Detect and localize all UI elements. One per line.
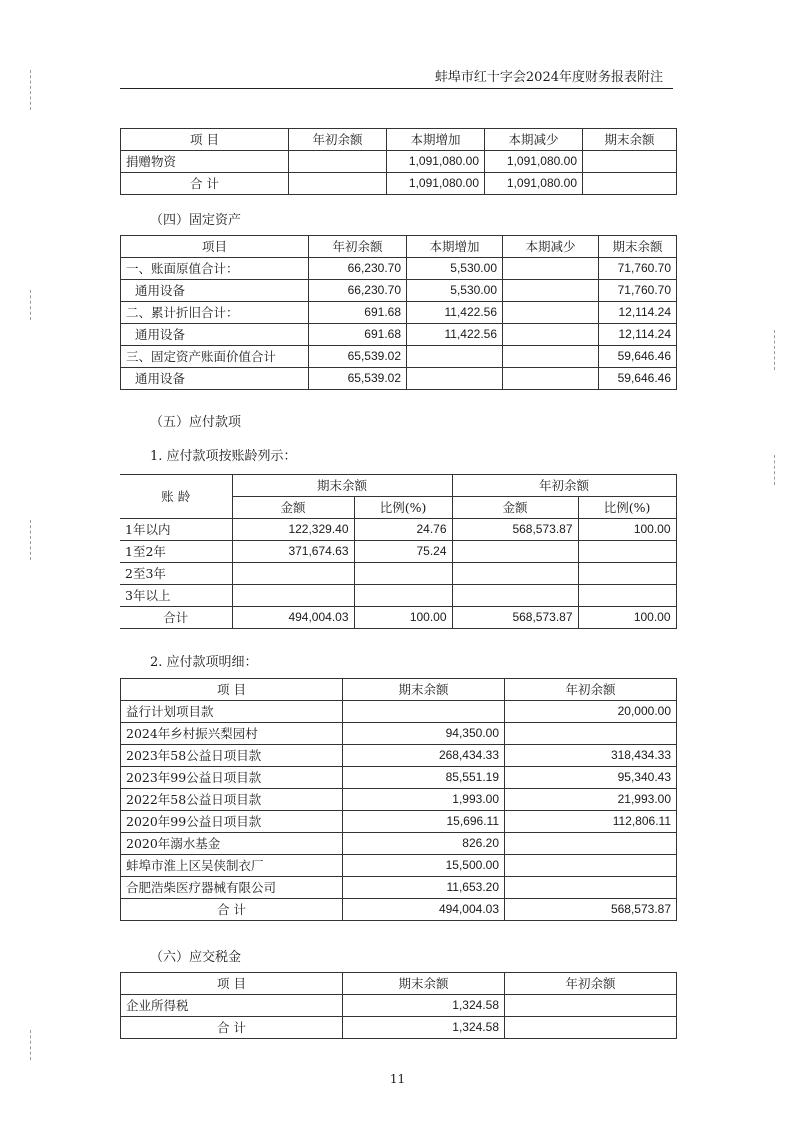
row-label: 2020年溺水基金	[121, 833, 343, 855]
row-label: 3年以上	[120, 585, 232, 607]
scan-mark	[30, 70, 31, 110]
cell	[407, 346, 503, 368]
cell: 21,993.00	[505, 789, 677, 811]
cell: 11,653.20	[343, 877, 505, 899]
cell: 1,993.00	[343, 789, 505, 811]
table-header-row	[121, 129, 677, 151]
cell	[503, 346, 599, 368]
cell	[343, 701, 505, 723]
cell: 95,340.43	[505, 767, 677, 789]
scan-mark	[774, 455, 775, 485]
cell	[583, 151, 677, 173]
subsection-title-detail: 2. 应付款项明细：	[150, 655, 258, 670]
col-header: 比例(%)	[578, 497, 676, 519]
scan-mark	[30, 520, 31, 560]
cell	[503, 280, 599, 302]
scan-mark	[774, 330, 775, 370]
row-label: 通用设备	[121, 280, 309, 302]
cell	[503, 258, 599, 280]
cell: 65,539.02	[309, 346, 407, 368]
cell: 75.24	[354, 541, 452, 563]
cell: 85,551.19	[343, 767, 505, 789]
cell	[505, 877, 677, 899]
table-row	[121, 324, 677, 346]
cell: 268,434.33	[343, 745, 505, 767]
cell: 12,114.24	[599, 324, 677, 346]
table-row	[121, 346, 677, 368]
col-header: 期末余额	[343, 973, 505, 995]
cell: 5,530.00	[407, 258, 503, 280]
col-header: 金额	[232, 497, 354, 519]
subsection-title-aging: 1. 应付款项按账龄列示：	[150, 449, 297, 464]
cell: 65,539.02	[309, 368, 407, 390]
table-row	[121, 1017, 677, 1039]
table-row	[121, 811, 677, 833]
cell	[583, 173, 677, 195]
cell	[354, 563, 452, 585]
row-label: 2024年乡村振兴梨园村	[121, 723, 343, 745]
table-row	[120, 541, 676, 563]
row-label: 2023年58公益日项目款	[121, 745, 343, 767]
row-label: 合 计	[121, 1017, 343, 1039]
table-row	[121, 173, 677, 195]
row-label: 二、累计折旧合计：	[121, 302, 309, 324]
table-row	[121, 151, 677, 173]
cell	[452, 541, 578, 563]
cell	[503, 324, 599, 346]
cell	[452, 563, 578, 585]
col-header: 期末余额	[583, 129, 677, 151]
cell	[354, 585, 452, 607]
cell	[289, 151, 387, 173]
cell	[578, 563, 676, 585]
table-row	[121, 258, 677, 280]
cell	[232, 585, 354, 607]
row-label: 2023年99公益日项目款	[121, 767, 343, 789]
cell	[452, 585, 578, 607]
cell: 71,760.70	[599, 280, 677, 302]
cell	[232, 563, 354, 585]
cell: 371,674.63	[232, 541, 354, 563]
table-row	[121, 855, 677, 877]
table-row	[120, 585, 676, 607]
table-header-row	[121, 679, 677, 701]
cell	[505, 995, 677, 1017]
col-header: 本期增加	[407, 236, 503, 258]
cell: 20,000.00	[505, 701, 677, 723]
donated-materials-table	[120, 128, 677, 195]
cell: 826.20	[343, 833, 505, 855]
row-label: 通用设备	[121, 368, 309, 390]
table-row	[121, 280, 677, 302]
cell	[578, 541, 676, 563]
cell: 15,696.11	[343, 811, 505, 833]
scan-mark	[30, 1030, 31, 1060]
table-row	[120, 607, 676, 629]
cell: 59,646.46	[599, 346, 677, 368]
payables-detail-table	[120, 678, 677, 921]
col-header: 项 目	[121, 129, 289, 151]
table-row	[121, 833, 677, 855]
page-number: 11	[389, 1072, 406, 1086]
cell: 100.00	[354, 607, 452, 629]
col-header: 期末余额	[343, 679, 505, 701]
table-row	[120, 519, 676, 541]
cell: 5,530.00	[407, 280, 503, 302]
cell: 66,230.70	[309, 258, 407, 280]
cell: 122,329.40	[232, 519, 354, 541]
col-header: 比例(%)	[354, 497, 452, 519]
cell: 568,573.87	[452, 519, 578, 541]
table-row	[121, 767, 677, 789]
cell: 59,646.46	[599, 368, 677, 390]
row-label: 合 计	[121, 173, 289, 195]
header-rule	[120, 88, 673, 89]
col-header: 本期减少	[485, 129, 583, 151]
row-label: 通用设备	[121, 324, 309, 346]
cell: 94,350.00	[343, 723, 505, 745]
col-header: 项 目	[121, 679, 343, 701]
col-header-account-age: 账 龄	[120, 475, 232, 519]
cell: 1,324.58	[343, 1017, 505, 1039]
table-row	[121, 701, 677, 723]
row-label: 三、固定资产账面价值合计	[121, 346, 309, 368]
col-header: 期末余额	[599, 236, 677, 258]
row-label: 1至2年	[120, 541, 232, 563]
row-label: 2022年58公益日项目款	[121, 789, 343, 811]
cell	[289, 173, 387, 195]
col-header: 本期增加	[387, 129, 485, 151]
fixed-assets-table	[120, 235, 677, 390]
cell: 568,573.87	[505, 899, 677, 921]
col-header: 金额	[452, 497, 578, 519]
col-header: 年初余额	[505, 679, 677, 701]
col-header: 项目	[121, 236, 309, 258]
table-row	[121, 368, 677, 390]
cell	[505, 723, 677, 745]
table-row	[121, 899, 677, 921]
row-label: 2至3年	[120, 563, 232, 585]
cell: 1,091,080.00	[387, 173, 485, 195]
row-label: 合 计	[121, 899, 343, 921]
table-row	[120, 563, 676, 585]
cell: 494,004.03	[343, 899, 505, 921]
row-label: 合肥浩柴医疗器械有限公司	[121, 877, 343, 899]
col-header: 本期减少	[503, 236, 599, 258]
cell: 568,573.87	[452, 607, 578, 629]
section-title-payables: （五）应付款项	[150, 415, 242, 430]
table-row	[121, 745, 677, 767]
taxes-table	[120, 972, 677, 1039]
cell: 1,091,080.00	[387, 151, 485, 173]
cell: 11,422.56	[407, 324, 503, 346]
row-label: 企业所得税	[121, 995, 343, 1017]
cell	[503, 302, 599, 324]
table-row	[121, 995, 677, 1017]
table-row	[121, 789, 677, 811]
cell: 494,004.03	[232, 607, 354, 629]
cell: 12,114.24	[599, 302, 677, 324]
table-row	[121, 302, 677, 324]
cell: 24.76	[354, 519, 452, 541]
cell: 71,760.70	[599, 258, 677, 280]
cell: 1,324.58	[343, 995, 505, 1017]
col-header: 年初余额	[505, 973, 677, 995]
cell: 691.68	[309, 324, 407, 346]
cell	[578, 585, 676, 607]
col-header: 年初余额	[289, 129, 387, 151]
cell: 100.00	[578, 607, 676, 629]
cell: 112,806.11	[505, 811, 677, 833]
col-header-end: 期末余额	[232, 475, 452, 497]
cell: 1,091,080.00	[485, 173, 583, 195]
cell: 100.00	[578, 519, 676, 541]
col-header-begin: 年初余额	[452, 475, 676, 497]
cell	[505, 833, 677, 855]
table-header-row	[121, 973, 677, 995]
section-title-fixed-assets: （四）固定资产	[150, 213, 242, 228]
row-label: 2020年99公益日项目款	[121, 811, 343, 833]
payables-aging-table	[120, 474, 677, 629]
row-label: 一、账面原值合计：	[121, 258, 309, 280]
cell	[505, 855, 677, 877]
cell	[505, 1017, 677, 1039]
cell: 691.68	[309, 302, 407, 324]
cell: 11,422.56	[407, 302, 503, 324]
table-row	[121, 877, 677, 899]
row-label: 益行计划项目款	[121, 701, 343, 723]
cell	[407, 368, 503, 390]
scan-mark	[30, 290, 31, 320]
cell: 1,091,080.00	[485, 151, 583, 173]
cell: 15,500.00	[343, 855, 505, 877]
table-row	[121, 723, 677, 745]
row-label: 1年以内	[120, 519, 232, 541]
col-header: 项 目	[121, 973, 343, 995]
header-title: 蚌埠市红十字会2024年度财务报表附注	[434, 70, 663, 85]
cell	[503, 368, 599, 390]
row-label: 捐赠物资	[121, 151, 289, 173]
row-label: 合计	[120, 607, 232, 629]
row-label: 蚌埠市淮上区吴侠制衣厂	[121, 855, 343, 877]
col-header: 年初余额	[309, 236, 407, 258]
table-header-row	[120, 475, 676, 497]
section-title-taxes: （六）应交税金	[150, 950, 242, 965]
cell: 66,230.70	[309, 280, 407, 302]
table-header-row	[121, 236, 677, 258]
cell: 318,434.33	[505, 745, 677, 767]
